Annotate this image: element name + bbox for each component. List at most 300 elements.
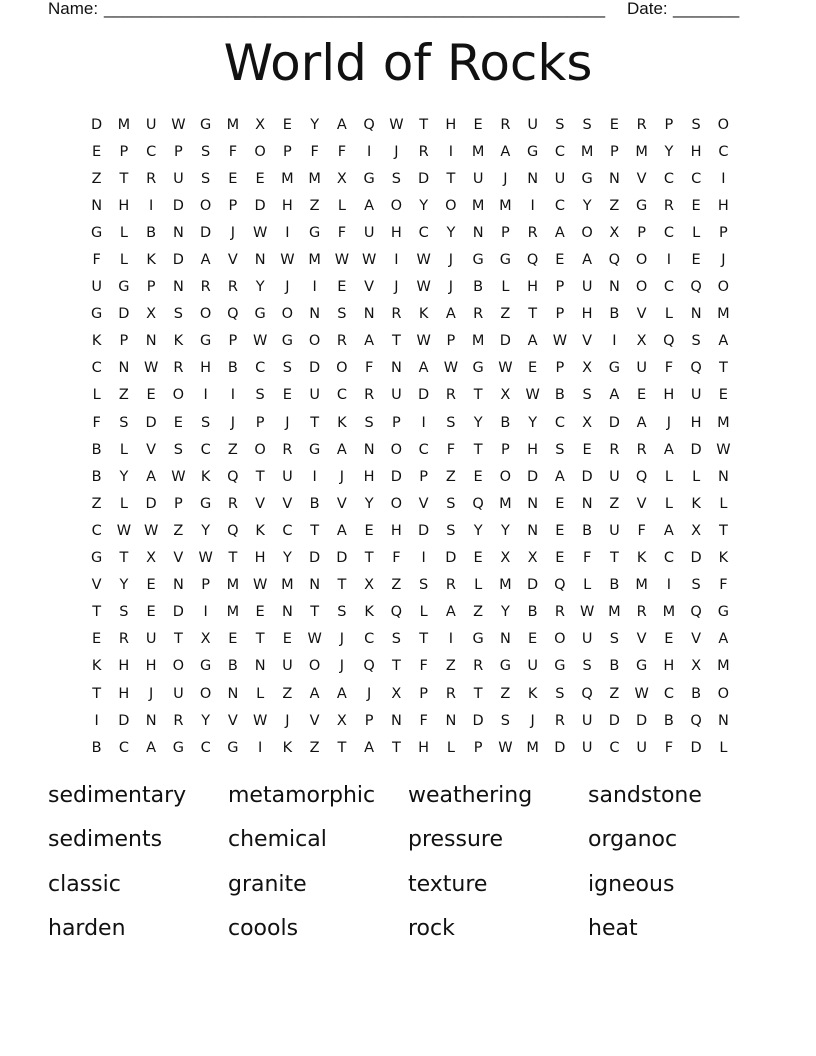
grid-letter: V — [255, 495, 266, 512]
grid-letter: X — [336, 170, 347, 187]
grid-letter: U — [554, 170, 566, 187]
grid-letter: Y — [500, 604, 510, 621]
grid-letter: I — [203, 387, 208, 404]
grid-letter: G — [91, 550, 103, 567]
grid-letter: B — [91, 468, 102, 485]
grid-letter: T — [119, 170, 129, 187]
grid-letter: G — [527, 143, 539, 160]
grid-letter: M — [580, 143, 594, 160]
grid-letter: L — [664, 306, 673, 323]
grid-letter: G — [281, 333, 293, 350]
grid-letter: U — [363, 224, 375, 241]
grid-letter: J — [448, 279, 454, 296]
grid-letter: J — [230, 224, 236, 241]
grid-letter: T — [718, 522, 728, 539]
grid-letter: D — [254, 197, 266, 214]
grid-letter: B — [527, 604, 538, 621]
grid-letter: A — [609, 387, 620, 404]
grid-letter: Z — [609, 685, 620, 702]
word-list-item: organoc — [588, 827, 678, 853]
grid-letter: T — [92, 685, 102, 702]
grid-letter: W — [171, 116, 186, 133]
grid-letter: X — [500, 387, 511, 404]
grid-letter: P — [419, 685, 428, 702]
grid-letter: T — [473, 441, 483, 458]
grid-letter: U — [636, 360, 647, 377]
grid-letter: H — [145, 658, 157, 675]
grid-letter: F — [664, 739, 674, 756]
grid-letter: T — [255, 631, 265, 648]
grid-letter: M — [117, 116, 131, 133]
grid-letter: Q — [608, 252, 621, 269]
grid-letter: U — [472, 170, 484, 187]
grid-letter: J — [230, 414, 236, 431]
grid-letter: T — [310, 522, 320, 539]
grid-letter: L — [119, 495, 128, 512]
grid-letter: G — [309, 441, 321, 458]
grid-letter: O — [390, 197, 403, 214]
grid-letter: S — [555, 685, 565, 702]
grid-letter: L — [256, 685, 265, 702]
grid-letter: S — [173, 306, 183, 323]
grid-letter: Y — [255, 279, 265, 296]
grid-letter: O — [499, 468, 512, 485]
name-label: Name: — [48, 0, 99, 18]
grid-letter: U — [282, 468, 293, 485]
grid-letter: Q — [690, 604, 702, 621]
grid-letter: C — [609, 739, 620, 756]
grid-letter: J — [530, 712, 535, 729]
grid-letter: Y — [664, 143, 674, 160]
grid-letter: L — [119, 252, 128, 269]
grid-letter: C — [336, 387, 347, 404]
word-list-item: rock — [408, 915, 455, 941]
grid-letter: V — [227, 252, 238, 269]
grid-letter: U — [581, 739, 593, 756]
grid-letter: U — [91, 279, 102, 296]
grid-letter: R — [391, 306, 402, 323]
grid-letter: T — [255, 468, 265, 485]
grid-letter: K — [200, 468, 211, 485]
grid-letter: I — [148, 197, 154, 214]
grid-letter: R — [445, 685, 456, 702]
word-list-item: texture — [408, 871, 488, 897]
grid-letter: V — [636, 306, 647, 323]
grid-letter: P — [555, 306, 565, 323]
grid-letter: K — [364, 604, 374, 621]
grid-letter: N — [172, 279, 184, 296]
grid-letter: M — [662, 604, 676, 621]
grid-letter: J — [666, 414, 672, 431]
grid-letter: V — [636, 170, 647, 187]
grid-letter: G — [200, 495, 212, 512]
grid-letter: Z — [500, 306, 511, 323]
grid-letter: I — [666, 577, 672, 594]
grid-letter: H — [118, 197, 130, 214]
grid-letter: A — [663, 522, 674, 539]
grid-letter: E — [528, 360, 538, 377]
grid-letter: A — [636, 414, 647, 431]
grid-letter: I — [366, 143, 372, 160]
grid-letter: G — [200, 333, 212, 350]
grid-letter: J — [285, 279, 290, 296]
grid-letter: R — [500, 116, 511, 133]
grid-letter: T — [419, 116, 429, 133]
grid-letter: H — [527, 441, 539, 458]
grid-letter: R — [364, 387, 375, 404]
grid-letter: K — [173, 333, 184, 350]
grid-letter: R — [146, 170, 157, 187]
grid-letter: R — [445, 577, 456, 594]
grid-letter: J — [366, 685, 372, 702]
grid-letter: Z — [445, 658, 456, 675]
grid-letter: O — [635, 279, 648, 296]
grid-letter: C — [418, 441, 429, 458]
worksheet-header — [48, 0, 748, 21]
grid-letter: W — [171, 468, 186, 485]
grid-letter: O — [717, 279, 730, 296]
grid-letter: D — [636, 712, 648, 729]
grid-letter: X — [336, 712, 347, 729]
word-list-item: classic — [48, 871, 121, 897]
grid-letter: N — [145, 333, 157, 350]
grid-letter: B — [582, 522, 593, 539]
grid-letter: O — [199, 685, 212, 702]
grid-letter: W — [525, 387, 540, 404]
grid-letter: A — [146, 739, 157, 756]
grid-letter: W — [443, 360, 459, 377]
grid-letter: M — [526, 739, 539, 756]
grid-letter: X — [527, 550, 538, 567]
grid-letter: V — [582, 333, 593, 350]
grid-letter: H — [281, 197, 293, 214]
date-label: Date: — [627, 0, 668, 18]
grid-letter: X — [391, 685, 402, 702]
grid-letter: G — [227, 739, 239, 756]
grid-letter: W — [389, 116, 404, 133]
grid-letter: N — [309, 306, 321, 323]
grid-letter: Y — [500, 522, 510, 539]
grid-letter: U — [609, 522, 620, 539]
grid-letter: O — [390, 441, 403, 458]
grid-letter: E — [146, 577, 156, 594]
grid-letter: P — [228, 333, 238, 350]
grid-letter: A — [554, 224, 565, 241]
grid-letter: A — [364, 739, 375, 756]
grid-letter: N — [145, 712, 157, 729]
word-list-item: sandstone — [588, 783, 702, 808]
grid-letter: C — [255, 360, 266, 377]
grid-letter: T — [337, 739, 347, 756]
grid-letter: Z — [91, 170, 102, 187]
grid-letter: K — [337, 414, 347, 431]
grid-letter: I — [230, 387, 236, 404]
grid-letter: E — [255, 170, 265, 187]
grid-letter: S — [691, 577, 701, 594]
grid-letter: O — [717, 116, 730, 133]
grid-letter: N — [690, 306, 702, 323]
grid-letter: H — [363, 468, 375, 485]
grid-letter: E — [555, 252, 565, 269]
grid-letter: V — [636, 631, 647, 648]
grid-letter: U — [527, 658, 538, 675]
grid-letter: H — [527, 279, 539, 296]
grid-letter: Z — [609, 197, 620, 214]
grid-letter: M — [499, 197, 512, 214]
grid-letter: I — [312, 468, 317, 485]
grid-letter: O — [281, 306, 294, 323]
grid-letter: M — [499, 577, 512, 594]
grid-letter: S — [119, 604, 129, 621]
grid-letter: Z — [473, 604, 484, 621]
grid-letter: Y — [201, 712, 211, 729]
grid-letter: X — [146, 306, 157, 323]
grid-letter: L — [664, 468, 673, 485]
grid-letter: S — [201, 170, 211, 187]
grid-letter: R — [200, 279, 211, 296]
grid-letter: T — [528, 306, 538, 323]
grid-letter: E — [664, 631, 674, 648]
grid-letter: R — [636, 116, 647, 133]
grid-letter: Y — [364, 495, 374, 512]
word-list-item: harden — [48, 915, 126, 941]
grid-letter: X — [364, 577, 375, 594]
grid-letter: S — [691, 116, 701, 133]
grid-letter: Y — [419, 197, 429, 214]
grid-letter: A — [336, 685, 347, 702]
grid-letter: W — [361, 252, 377, 269]
grid-letter: I — [666, 252, 672, 269]
grid-letter: P — [174, 495, 183, 512]
grid-letter: Z — [445, 468, 456, 485]
grid-letter: E — [637, 387, 647, 404]
grid-letter: V — [146, 441, 157, 458]
grid-letter: S — [173, 441, 183, 458]
grid-letter: P — [473, 739, 483, 756]
grid-letter: U — [636, 739, 647, 756]
grid-letter: R — [418, 143, 429, 160]
grid-letter: K — [691, 495, 701, 512]
grid-letter: Q — [526, 252, 539, 269]
grid-letter: J — [503, 170, 508, 187]
grid-letter: J — [448, 252, 454, 269]
word-list-item: coools — [228, 915, 299, 941]
grid-letter: E — [92, 631, 102, 648]
grid-letter: J — [339, 658, 345, 675]
grid-letter: N — [309, 577, 321, 594]
grid-letter: R — [227, 279, 238, 296]
grid-letter: G — [581, 170, 593, 187]
grid-letter: S — [500, 712, 510, 729]
grid-letter: M — [281, 170, 294, 187]
date-blank: _______ — [673, 0, 740, 18]
grid-letter: T — [446, 170, 456, 187]
grid-letter: A — [418, 360, 429, 377]
grid-letter: Y — [446, 224, 456, 241]
grid-letter: R — [554, 712, 565, 729]
grid-letter: A — [445, 604, 456, 621]
grid-letter: N — [581, 495, 593, 512]
grid-letter: O — [581, 224, 593, 241]
grid-letter: G — [309, 224, 321, 241]
grid-letter: T — [92, 604, 102, 621]
grid-letter: X — [609, 224, 620, 241]
grid-letter: Z — [173, 522, 184, 539]
grid-letter: C — [118, 739, 129, 756]
grid-letter: E — [555, 522, 565, 539]
grid-letter: W — [116, 522, 132, 539]
grid-letter: A — [364, 333, 375, 350]
grid-letter: P — [201, 577, 210, 594]
grid-letter: L — [446, 739, 455, 756]
word-list-item: sediments — [48, 827, 163, 853]
grid-letter: N — [608, 170, 620, 187]
grid-letter: H — [717, 197, 729, 214]
grid-letter: L — [419, 604, 428, 621]
grid-letter: A — [527, 333, 538, 350]
grid-letter: N — [172, 577, 184, 594]
grid-letter: G — [200, 658, 212, 675]
grid-letter: D — [418, 387, 430, 404]
grid-letter: S — [555, 441, 565, 458]
grid-letter: A — [200, 252, 211, 269]
grid-letter: S — [119, 414, 129, 431]
grid-letter: G — [554, 658, 566, 675]
grid-letter: L — [92, 387, 101, 404]
grid-letter: X — [691, 522, 702, 539]
grid-letter: C — [200, 739, 211, 756]
grid-letter: P — [228, 197, 238, 214]
grid-letter: U — [173, 170, 184, 187]
grid-letter: I — [394, 252, 399, 269]
grid-letter: D — [91, 116, 103, 133]
grid-letter: M — [608, 604, 621, 621]
grid-letter: R — [609, 441, 620, 458]
grid-letter: Y — [582, 197, 592, 214]
grid-letter: D — [527, 468, 539, 485]
grid-letter: W — [252, 224, 268, 241]
grid-letter: F — [582, 550, 592, 567]
grid-letter: Z — [609, 495, 620, 512]
grid-letter: W — [498, 739, 513, 756]
grid-letter: C — [364, 631, 375, 648]
grid-letter: P — [364, 712, 374, 729]
grid-letter: S — [446, 522, 456, 539]
grid-letter: O — [308, 658, 321, 675]
grid-letter: F — [92, 414, 101, 431]
grid-letter: P — [174, 143, 183, 160]
grid-letter: U — [581, 712, 593, 729]
grid-letter: V — [173, 550, 184, 567]
grid-letter: E — [582, 441, 592, 458]
grid-letter: R — [663, 197, 674, 214]
grid-letter: R — [282, 441, 293, 458]
grid-letter: P — [283, 143, 292, 160]
grid-letter: W — [143, 360, 159, 377]
grid-letter: C — [91, 522, 102, 539]
grid-letter: V — [282, 495, 293, 512]
grid-letter: X — [255, 116, 266, 133]
grid-letter: H — [118, 685, 130, 702]
grid-letter: A — [146, 468, 157, 485]
grid-letter: L — [119, 224, 128, 241]
grid-letter: F — [446, 441, 456, 458]
grid-letter: U — [282, 658, 293, 675]
grid-letter: G — [172, 739, 184, 756]
grid-letter: N — [281, 604, 293, 621]
grid-letter: P — [610, 143, 619, 160]
grid-letter: L — [501, 279, 510, 296]
grid-letter: C — [554, 414, 565, 431]
grid-letter: I — [312, 279, 317, 296]
grid-letter: Q — [690, 279, 702, 296]
grid-letter: Z — [91, 495, 102, 512]
grid-letter: W — [416, 279, 431, 296]
grid-letter: Q — [363, 116, 375, 133]
grid-letter: E — [718, 387, 728, 404]
grid-letter: U — [309, 387, 320, 404]
grid-letter: I — [94, 712, 99, 729]
grid-letter: E — [528, 631, 538, 648]
grid-letter: Y — [473, 414, 483, 431]
grid-letter: M — [471, 333, 485, 350]
grid-letter: Y — [119, 577, 129, 594]
grid-letter: F — [392, 550, 401, 567]
grid-letter: R — [118, 631, 129, 648]
grid-letter: G — [472, 252, 484, 269]
grid-letter: H — [200, 360, 212, 377]
grid-letter: I — [203, 604, 208, 621]
grid-letter: V — [336, 495, 347, 512]
grid-letter: W — [552, 333, 568, 350]
grid-letter: R — [636, 604, 647, 621]
grid-letter: Z — [500, 685, 511, 702]
grid-letter: X — [146, 550, 157, 567]
grid-letter: C — [146, 143, 157, 160]
grid-letter: V — [309, 712, 320, 729]
grid-letter: D — [390, 468, 402, 485]
word-list-item: granite — [228, 871, 307, 897]
grid-letter: Z — [309, 197, 320, 214]
grid-letter: B — [91, 441, 102, 458]
grid-letter: C — [554, 197, 565, 214]
grid-letter: W — [280, 252, 295, 269]
grid-letter: O — [635, 252, 648, 269]
grid-letter: H — [254, 550, 266, 567]
grid-letter: J — [148, 685, 154, 702]
grid-letter: F — [719, 577, 728, 594]
grid-letter: S — [555, 116, 565, 133]
grid-letter: N — [254, 658, 266, 675]
grid-letter: R — [636, 441, 647, 458]
grid-letter: L — [692, 224, 701, 241]
grid-letter: O — [554, 631, 566, 648]
grid-letter: C — [663, 224, 674, 241]
grid-letter: B — [554, 387, 565, 404]
grid-letter: W — [634, 685, 649, 702]
grid-letter: U — [145, 631, 157, 648]
grid-letter: S — [255, 387, 265, 404]
grid-letter: S — [391, 631, 401, 648]
grid-letter: L — [337, 197, 346, 214]
grid-letter: A — [336, 522, 347, 539]
grid-letter: S — [364, 414, 374, 431]
grid-letter: A — [336, 116, 347, 133]
grid-letter: Q — [227, 306, 239, 323]
grid-letter: Z — [118, 387, 129, 404]
grid-letter: D — [145, 414, 157, 431]
grid-letter: I — [421, 550, 426, 567]
